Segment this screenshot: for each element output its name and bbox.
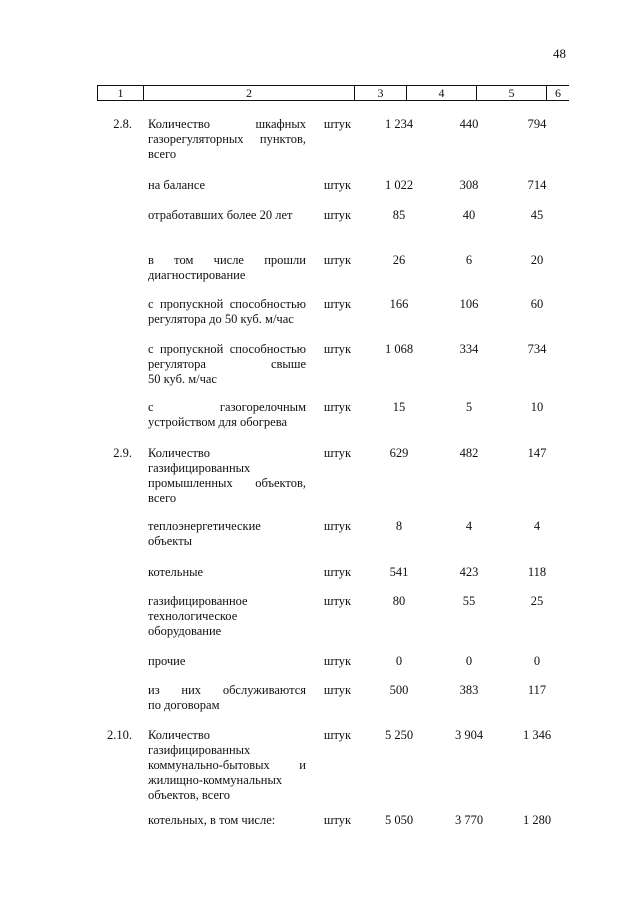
row-unit: штук xyxy=(323,342,352,356)
row-description xyxy=(148,400,306,430)
row-value-col5: 440 xyxy=(459,117,479,131)
description-line: из них обслуживаются xyxy=(148,683,306,697)
row-value-col4: 5 050 xyxy=(384,813,414,827)
row-value-col5: 4 xyxy=(465,519,473,533)
row-value-col5: 6 xyxy=(465,253,473,267)
row-value-col6: 20 xyxy=(530,253,544,267)
row-value-col5: 55 xyxy=(462,594,476,608)
description-line: объектов, всего xyxy=(148,788,231,802)
header-col-2: 2 xyxy=(144,86,355,100)
row-value-col5: 482 xyxy=(459,446,479,460)
row-value-col4: 629 xyxy=(389,446,409,460)
row-unit: штук xyxy=(323,683,352,697)
row-unit: штук xyxy=(323,446,352,460)
row-description xyxy=(148,654,306,669)
description-line: Количество xyxy=(148,446,210,460)
row-description xyxy=(148,208,306,223)
row-description xyxy=(148,342,306,387)
row-description xyxy=(148,519,306,549)
row-description xyxy=(148,813,306,828)
row-value-col5: 383 xyxy=(459,683,479,697)
row-value-col6: 118 xyxy=(527,565,547,579)
description-line: всего xyxy=(148,147,177,161)
row-unit: штук xyxy=(323,253,352,267)
row-value-col4: 166 xyxy=(389,297,409,311)
description-line: Количество шкафных xyxy=(148,117,306,131)
description-line: объекты xyxy=(148,534,193,548)
description-line: по договорам xyxy=(148,698,220,712)
description-line: газифицированное xyxy=(148,594,248,608)
row-value-col4: 541 xyxy=(389,565,409,579)
page-number: 48 xyxy=(553,46,566,61)
row-description xyxy=(148,594,306,639)
row-value-col5: 106 xyxy=(459,297,479,311)
row-value-col6: 4 xyxy=(533,519,541,533)
description-line: диагностирование xyxy=(148,268,246,282)
description-line: прочие xyxy=(148,654,186,668)
header-col-3: 3 xyxy=(355,86,407,100)
row-value-col4: 1 068 xyxy=(384,342,414,356)
description-line: на балансе xyxy=(148,178,206,192)
row-unit: штук xyxy=(323,178,352,192)
description-line: в том числе прошли xyxy=(148,253,306,267)
row-value-col6: 10 xyxy=(530,400,544,414)
description-line: всего xyxy=(148,491,177,505)
row-value-col4: 1 022 xyxy=(384,178,414,192)
header-col-5: 5 xyxy=(477,86,547,100)
row-value-col5: 0 xyxy=(465,654,473,668)
description-line: коммунально-бытовых и xyxy=(148,758,306,772)
description-line: с газогорелочным xyxy=(148,400,306,414)
row-value-col6: 117 xyxy=(527,683,547,697)
description-line: оборудование xyxy=(148,624,222,638)
description-line: жилищно-коммунальных xyxy=(148,773,283,787)
table-header xyxy=(97,85,569,101)
description-line: устройством для обогрева xyxy=(148,415,288,429)
row-unit: штук xyxy=(323,594,352,608)
row-unit: штук xyxy=(323,297,352,311)
row-value-col6: 45 xyxy=(530,208,544,222)
row-value-col4: 26 xyxy=(392,253,406,267)
row-value-col6: 1 346 xyxy=(522,728,552,742)
row-unit: штук xyxy=(323,654,352,668)
description-line: регулятора свыше xyxy=(148,357,306,371)
description-line: газорегуляторных пунктов, xyxy=(148,132,306,146)
row-value-col6: 25 xyxy=(530,594,544,608)
row-description xyxy=(148,683,306,713)
row-unit: штук xyxy=(323,117,352,131)
row-value-col6: 794 xyxy=(527,117,547,131)
row-unit: штук xyxy=(323,728,352,742)
description-line: с пропускной способностью xyxy=(148,297,306,311)
header-col-1: 1 xyxy=(97,86,144,100)
row-value-col5: 334 xyxy=(459,342,479,356)
header-col-6: 6 xyxy=(555,86,561,100)
row-value-col5: 40 xyxy=(462,208,476,222)
row-unit: штук xyxy=(323,208,352,222)
description-line: с пропускной способностью xyxy=(148,342,306,356)
row-value-col4: 1 234 xyxy=(384,117,414,131)
header-col-4: 4 xyxy=(407,86,477,100)
row-description xyxy=(148,728,306,803)
row-value-col4: 500 xyxy=(389,683,409,697)
row-value-col4: 0 xyxy=(395,654,403,668)
row-value-col6: 147 xyxy=(527,446,547,460)
row-value-col6: 60 xyxy=(530,297,544,311)
row-value-col4: 15 xyxy=(392,400,406,414)
description-line: котельных, в том числе: xyxy=(148,813,276,827)
row-value-col6: 714 xyxy=(527,178,547,192)
row-unit: штук xyxy=(323,400,352,414)
row-description xyxy=(148,446,306,506)
description-line: котельные xyxy=(148,565,204,579)
row-number: 2.8. xyxy=(113,117,132,131)
description-line: теплоэнергетические xyxy=(148,519,261,533)
row-description xyxy=(148,117,306,162)
row-value-col4: 8 xyxy=(395,519,403,533)
row-value-col5: 3 770 xyxy=(454,813,484,827)
row-value-col6: 734 xyxy=(527,342,547,356)
row-description xyxy=(148,297,306,327)
row-value-col5: 3 904 xyxy=(454,728,484,742)
row-value-col5: 5 xyxy=(465,400,473,414)
description-line: промышленных объектов, xyxy=(148,476,306,490)
row-number: 2.9. xyxy=(113,446,132,460)
row-value-col4: 80 xyxy=(392,594,406,608)
description-line: Количество xyxy=(148,728,210,742)
description-line: 50 куб. м/час xyxy=(148,372,217,386)
row-description xyxy=(148,178,306,193)
row-value-col4: 85 xyxy=(392,208,406,222)
description-line: газифицированных xyxy=(148,743,251,757)
row-unit: штук xyxy=(323,519,352,533)
row-value-col5: 308 xyxy=(459,178,479,192)
description-line: газифицированных xyxy=(148,461,251,475)
description-line: технологическое xyxy=(148,609,238,623)
row-value-col6: 0 xyxy=(533,654,541,668)
row-description xyxy=(148,565,306,580)
description-line: регулятора до 50 куб. м/час xyxy=(148,312,294,326)
row-description xyxy=(148,253,306,283)
row-value-col4: 5 250 xyxy=(384,728,414,742)
row-number: 2.10. xyxy=(107,728,132,742)
row-unit: штук xyxy=(323,813,352,827)
description-line: отработавших более 20 лет xyxy=(148,208,293,222)
row-value-col5: 423 xyxy=(459,565,479,579)
row-unit: штук xyxy=(323,565,352,579)
row-value-col6: 1 280 xyxy=(522,813,552,827)
